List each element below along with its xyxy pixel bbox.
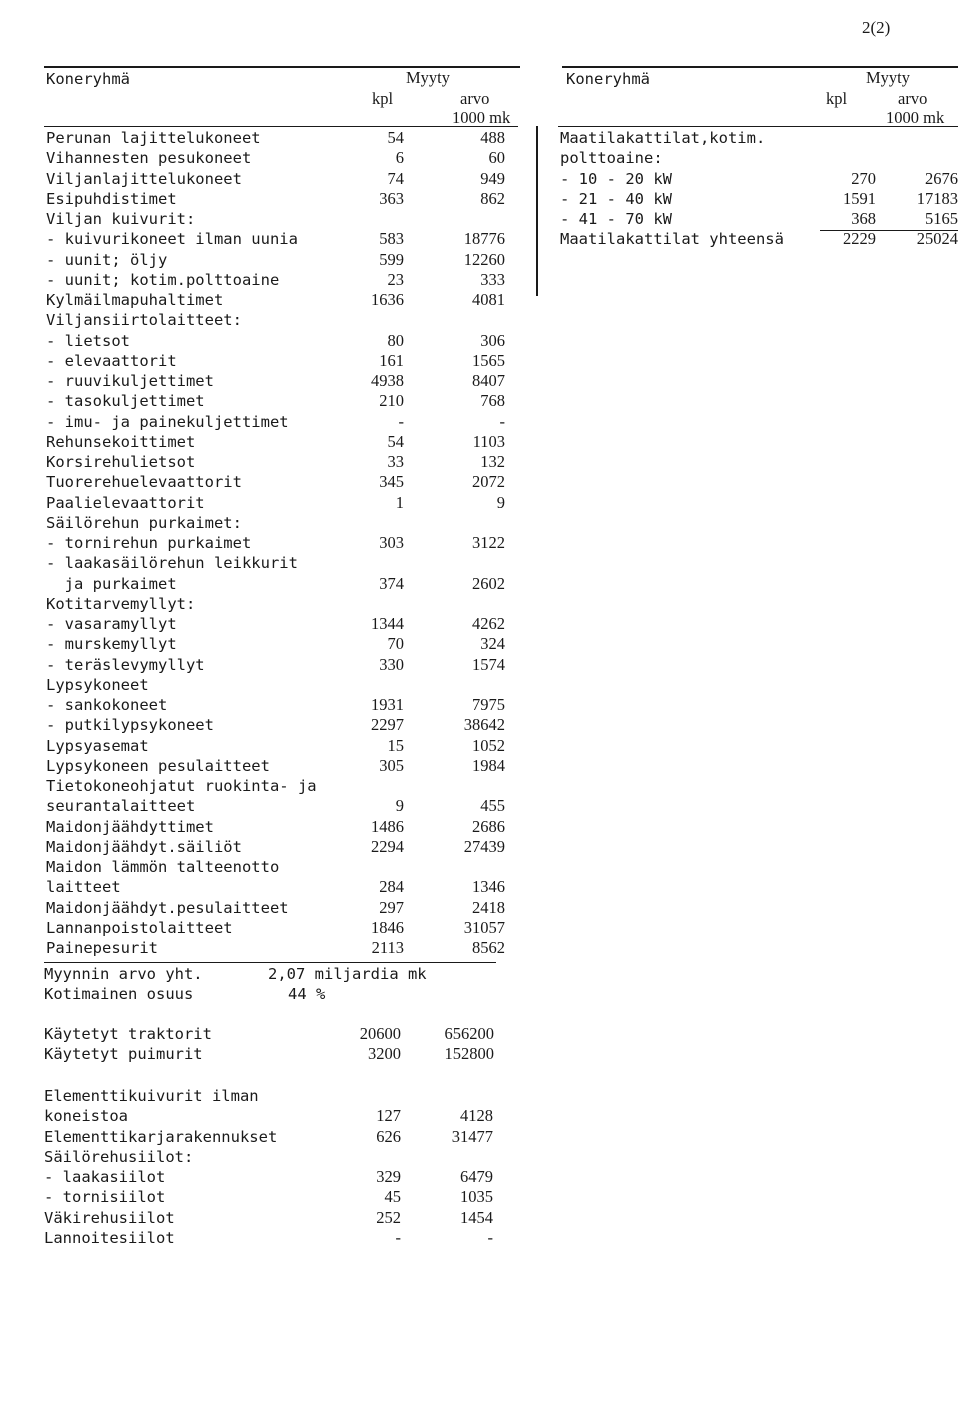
row-value: 862 <box>480 188 505 208</box>
row-value: 306 <box>480 330 505 350</box>
row-label: Lypsykoneet <box>46 675 149 694</box>
row-label: - 10 - 20 kW <box>560 169 672 188</box>
row-kpl: 252 <box>376 1207 401 1227</box>
row-kpl: 1846 <box>371 917 404 937</box>
header-group: Koneryhmä <box>566 70 650 88</box>
row-kpl: 1 <box>395 492 404 512</box>
row-value: 17183 <box>916 188 958 208</box>
row-kpl: 1591 <box>843 188 876 208</box>
row-label: Viljansiirtolaitteet: <box>46 311 242 330</box>
header-unit: 1000 mk <box>886 108 945 127</box>
header-group: Koneryhmä <box>46 70 130 88</box>
row-value: 455 <box>480 796 505 816</box>
row-label: ja purkaimet <box>46 574 177 593</box>
row-label: - kuivurikoneet ilman uunia <box>46 230 298 249</box>
row-value: 4262 <box>472 614 505 633</box>
row-label: Esipuhdistimet <box>46 189 177 208</box>
header-value: arvo <box>460 89 490 108</box>
row-value: 1346 <box>472 877 505 897</box>
row-label: - laakasiilot <box>44 1168 166 1186</box>
row-kpl: 127 <box>376 1106 401 1126</box>
row-label: - tornirehun purkaimet <box>46 534 252 552</box>
row-value: 333 <box>480 269 505 289</box>
row-label: - laakasäilörehun leikkurit <box>46 554 298 573</box>
row-label: laitteet <box>46 878 121 897</box>
header-sales: Myyty <box>406 68 451 87</box>
row-kpl: 284 <box>379 877 404 897</box>
row-label: koneistoa <box>44 1107 128 1126</box>
row-kpl: 270 <box>851 168 876 188</box>
row-kpl: 1344 <box>371 614 404 633</box>
row-label: - teräslevymyllyt <box>46 655 205 674</box>
row-kpl: 15 <box>387 735 404 755</box>
row-value: 1103 <box>472 431 505 451</box>
row-label: Maidonjäähdyt.pesulaitteet <box>46 898 289 917</box>
row-kpl: 9 <box>395 796 404 816</box>
row-value: 2676 <box>925 168 958 188</box>
row-label: Kylmäilmapuhaltimet <box>46 291 224 309</box>
row-label: Maatilakattilat yhteensä <box>560 230 784 249</box>
row-label: Lannoitesiilot <box>44 1228 175 1247</box>
row-label: - uunit; kotim.polttoaine <box>46 270 280 289</box>
row-kpl: 6 <box>395 148 404 168</box>
row-value: 2602 <box>472 573 505 593</box>
row-label: - imu- ja painekuljettimet <box>46 412 289 431</box>
row-value: 152800 <box>444 1044 494 1064</box>
row-label: Viljanlajittelukoneet <box>46 169 242 188</box>
row-label: polttoaine: <box>560 149 663 168</box>
row-value: 1565 <box>472 350 505 370</box>
row-value: 3122 <box>472 533 505 552</box>
row-kpl: 2113 <box>371 938 404 957</box>
row-label: - tornisiilot <box>44 1188 166 1207</box>
row-kpl: 363 <box>379 188 404 208</box>
row-value: 60 <box>488 148 505 168</box>
row-value: 132 <box>480 452 505 471</box>
row-value: 1984 <box>472 755 505 775</box>
page-number: 2(2) <box>862 18 891 37</box>
row-label: - murskemyllyt <box>46 635 177 654</box>
row-label: Maidonjäähdyt.säiliöt <box>46 837 242 856</box>
row-kpl: 161 <box>379 350 404 370</box>
header-rule-left <box>44 126 518 127</box>
row-kpl: - <box>395 1227 401 1247</box>
row-kpl: 33 <box>387 452 404 471</box>
row-kpl: 4938 <box>371 371 404 390</box>
row-value: - <box>487 1227 493 1247</box>
row-value: 4128 <box>460 1106 493 1126</box>
row-kpl: 330 <box>379 654 404 674</box>
row-value: 18776 <box>463 229 505 249</box>
row-label: - 41 - 70 kW <box>560 210 672 228</box>
row-kpl: - <box>398 411 404 431</box>
row-kpl: 297 <box>379 897 404 917</box>
row-value: 25024 <box>916 229 958 249</box>
header-kpl: kpl <box>372 89 394 108</box>
row-label: Lypsykoneen pesulaitteet <box>46 756 270 775</box>
row-label: - putkilypsykoneet <box>46 716 214 735</box>
row-label: Tietokoneohjatut ruokinta- ja <box>46 777 317 795</box>
row-label: Maidon lämmön talteenotto <box>46 858 280 876</box>
row-label: Käytetyt traktorit <box>44 1025 212 1043</box>
row-label: Säilörehun purkaimet: <box>46 513 242 532</box>
row-value: 488 <box>480 128 505 147</box>
row-kpl: 305 <box>379 755 404 775</box>
row-label: - sankokoneet <box>46 696 168 714</box>
row-label: - lietsot <box>46 331 130 350</box>
row-value: 5165 <box>925 209 958 228</box>
row-label: - elevaattorit <box>46 351 177 370</box>
row-value: 31057 <box>463 917 505 937</box>
row-label: Perunan lajittelukoneet <box>46 129 261 147</box>
row-label: Maatilakattilat,kotim. <box>560 129 766 147</box>
header-sales: Myyty <box>866 68 911 87</box>
header-value: arvo <box>898 89 928 108</box>
row-label: Lypsyasemat <box>46 736 149 755</box>
row-value: 12260 <box>463 249 505 269</box>
row-label: - 21 - 40 kW <box>560 189 672 208</box>
row-value: 324 <box>480 634 505 654</box>
row-value: 27439 <box>463 836 505 856</box>
row-value: 9 <box>496 492 505 512</box>
row-label: Tuorerehuelevaattorit <box>46 473 242 492</box>
row-value: 2686 <box>472 816 505 836</box>
row-value: 1035 <box>460 1187 493 1207</box>
row-label: - vasaramyllyt <box>46 615 177 633</box>
row-label: Kotitarvemyllyt: <box>46 594 196 613</box>
row-label: Vihannesten pesukoneet <box>46 149 252 168</box>
row-kpl: 374 <box>379 573 404 593</box>
row-kpl: 2297 <box>371 715 404 735</box>
row-value: 1454 <box>460 1207 493 1227</box>
row-label: - tasokuljettimet <box>46 392 205 411</box>
row-label: Viljan kuivurit: <box>46 210 196 228</box>
row-value: 4081 <box>472 290 505 309</box>
row-label: Maidonjäähdyttimet <box>46 817 214 836</box>
row-kpl: 1636 <box>371 290 404 309</box>
row-value: 8562 <box>472 938 505 957</box>
row-label: Paalielevaattorit <box>46 493 205 512</box>
row-value: - <box>499 411 505 431</box>
header-unit: 1000 mk <box>452 108 511 127</box>
row-label: - uunit; öljy <box>46 250 168 269</box>
row-label: Väkirehusiilot <box>44 1208 175 1227</box>
row-kpl: 368 <box>851 209 876 228</box>
row-kpl: 80 <box>387 330 404 350</box>
row-value: 1052 <box>472 735 505 755</box>
row-label: - ruuvikuljettimet <box>46 372 214 390</box>
row-label: Käytetyt puimurit <box>44 1045 203 1064</box>
row-value: 38642 <box>463 715 505 735</box>
row-kpl: 1486 <box>371 816 404 836</box>
row-kpl: 54 <box>387 431 404 451</box>
row-kpl: 45 <box>384 1187 401 1207</box>
row-kpl: 303 <box>379 533 404 552</box>
row-label: Painepesurit <box>46 939 158 957</box>
row-kpl: 583 <box>379 229 404 249</box>
sales-total-value: 2,07 miljardia mk <box>268 965 427 983</box>
row-kpl: 2229 <box>843 229 876 249</box>
row-value: 2072 <box>472 472 505 492</box>
row-label: Lannanpoistolaitteet <box>46 918 233 937</box>
row-kpl: 74 <box>387 168 404 188</box>
header-kpl: kpl <box>826 89 848 108</box>
row-value: 7975 <box>472 695 505 714</box>
row-kpl: 329 <box>376 1167 401 1186</box>
left-table-bottom-rule <box>44 962 496 963</box>
row-kpl: 70 <box>387 634 404 654</box>
row-kpl: 345 <box>379 472 404 492</box>
domestic-share-value: 44 % <box>288 985 326 1003</box>
row-value: 1574 <box>472 654 505 674</box>
row-kpl: 599 <box>379 249 404 269</box>
row-label: Elementtikuivurit ilman <box>44 1087 259 1105</box>
row-value: 656200 <box>444 1024 494 1043</box>
row-value: 8407 <box>472 371 505 390</box>
row-kpl: 23 <box>387 269 404 289</box>
sales-total-label: Myynnin arvo yht. <box>44 965 203 983</box>
row-value: 6479 <box>460 1167 493 1186</box>
column-divider <box>536 126 538 296</box>
row-kpl: 54 <box>387 128 404 147</box>
domestic-share-label: Kotimainen osuus <box>44 985 194 1003</box>
row-label: Säilörehusiilot: <box>44 1147 194 1166</box>
row-kpl: 626 <box>376 1126 401 1146</box>
row-value: 2418 <box>472 897 505 917</box>
row-kpl: 2294 <box>371 836 404 856</box>
row-kpl: 3200 <box>368 1044 401 1064</box>
row-kpl: 1931 <box>371 695 404 714</box>
row-value: 31477 <box>451 1126 493 1146</box>
row-kpl: 210 <box>379 391 404 411</box>
row-label: seurantalaitteet <box>46 797 196 816</box>
row-value: 949 <box>480 168 505 188</box>
row-kpl: 20600 <box>359 1024 401 1043</box>
row-label: Rehunsekoittimet <box>46 432 196 451</box>
row-label: Korsirehulietsot <box>46 453 196 471</box>
row-value: 768 <box>480 391 505 411</box>
row-label: Elementtikarjarakennukset <box>44 1127 278 1146</box>
